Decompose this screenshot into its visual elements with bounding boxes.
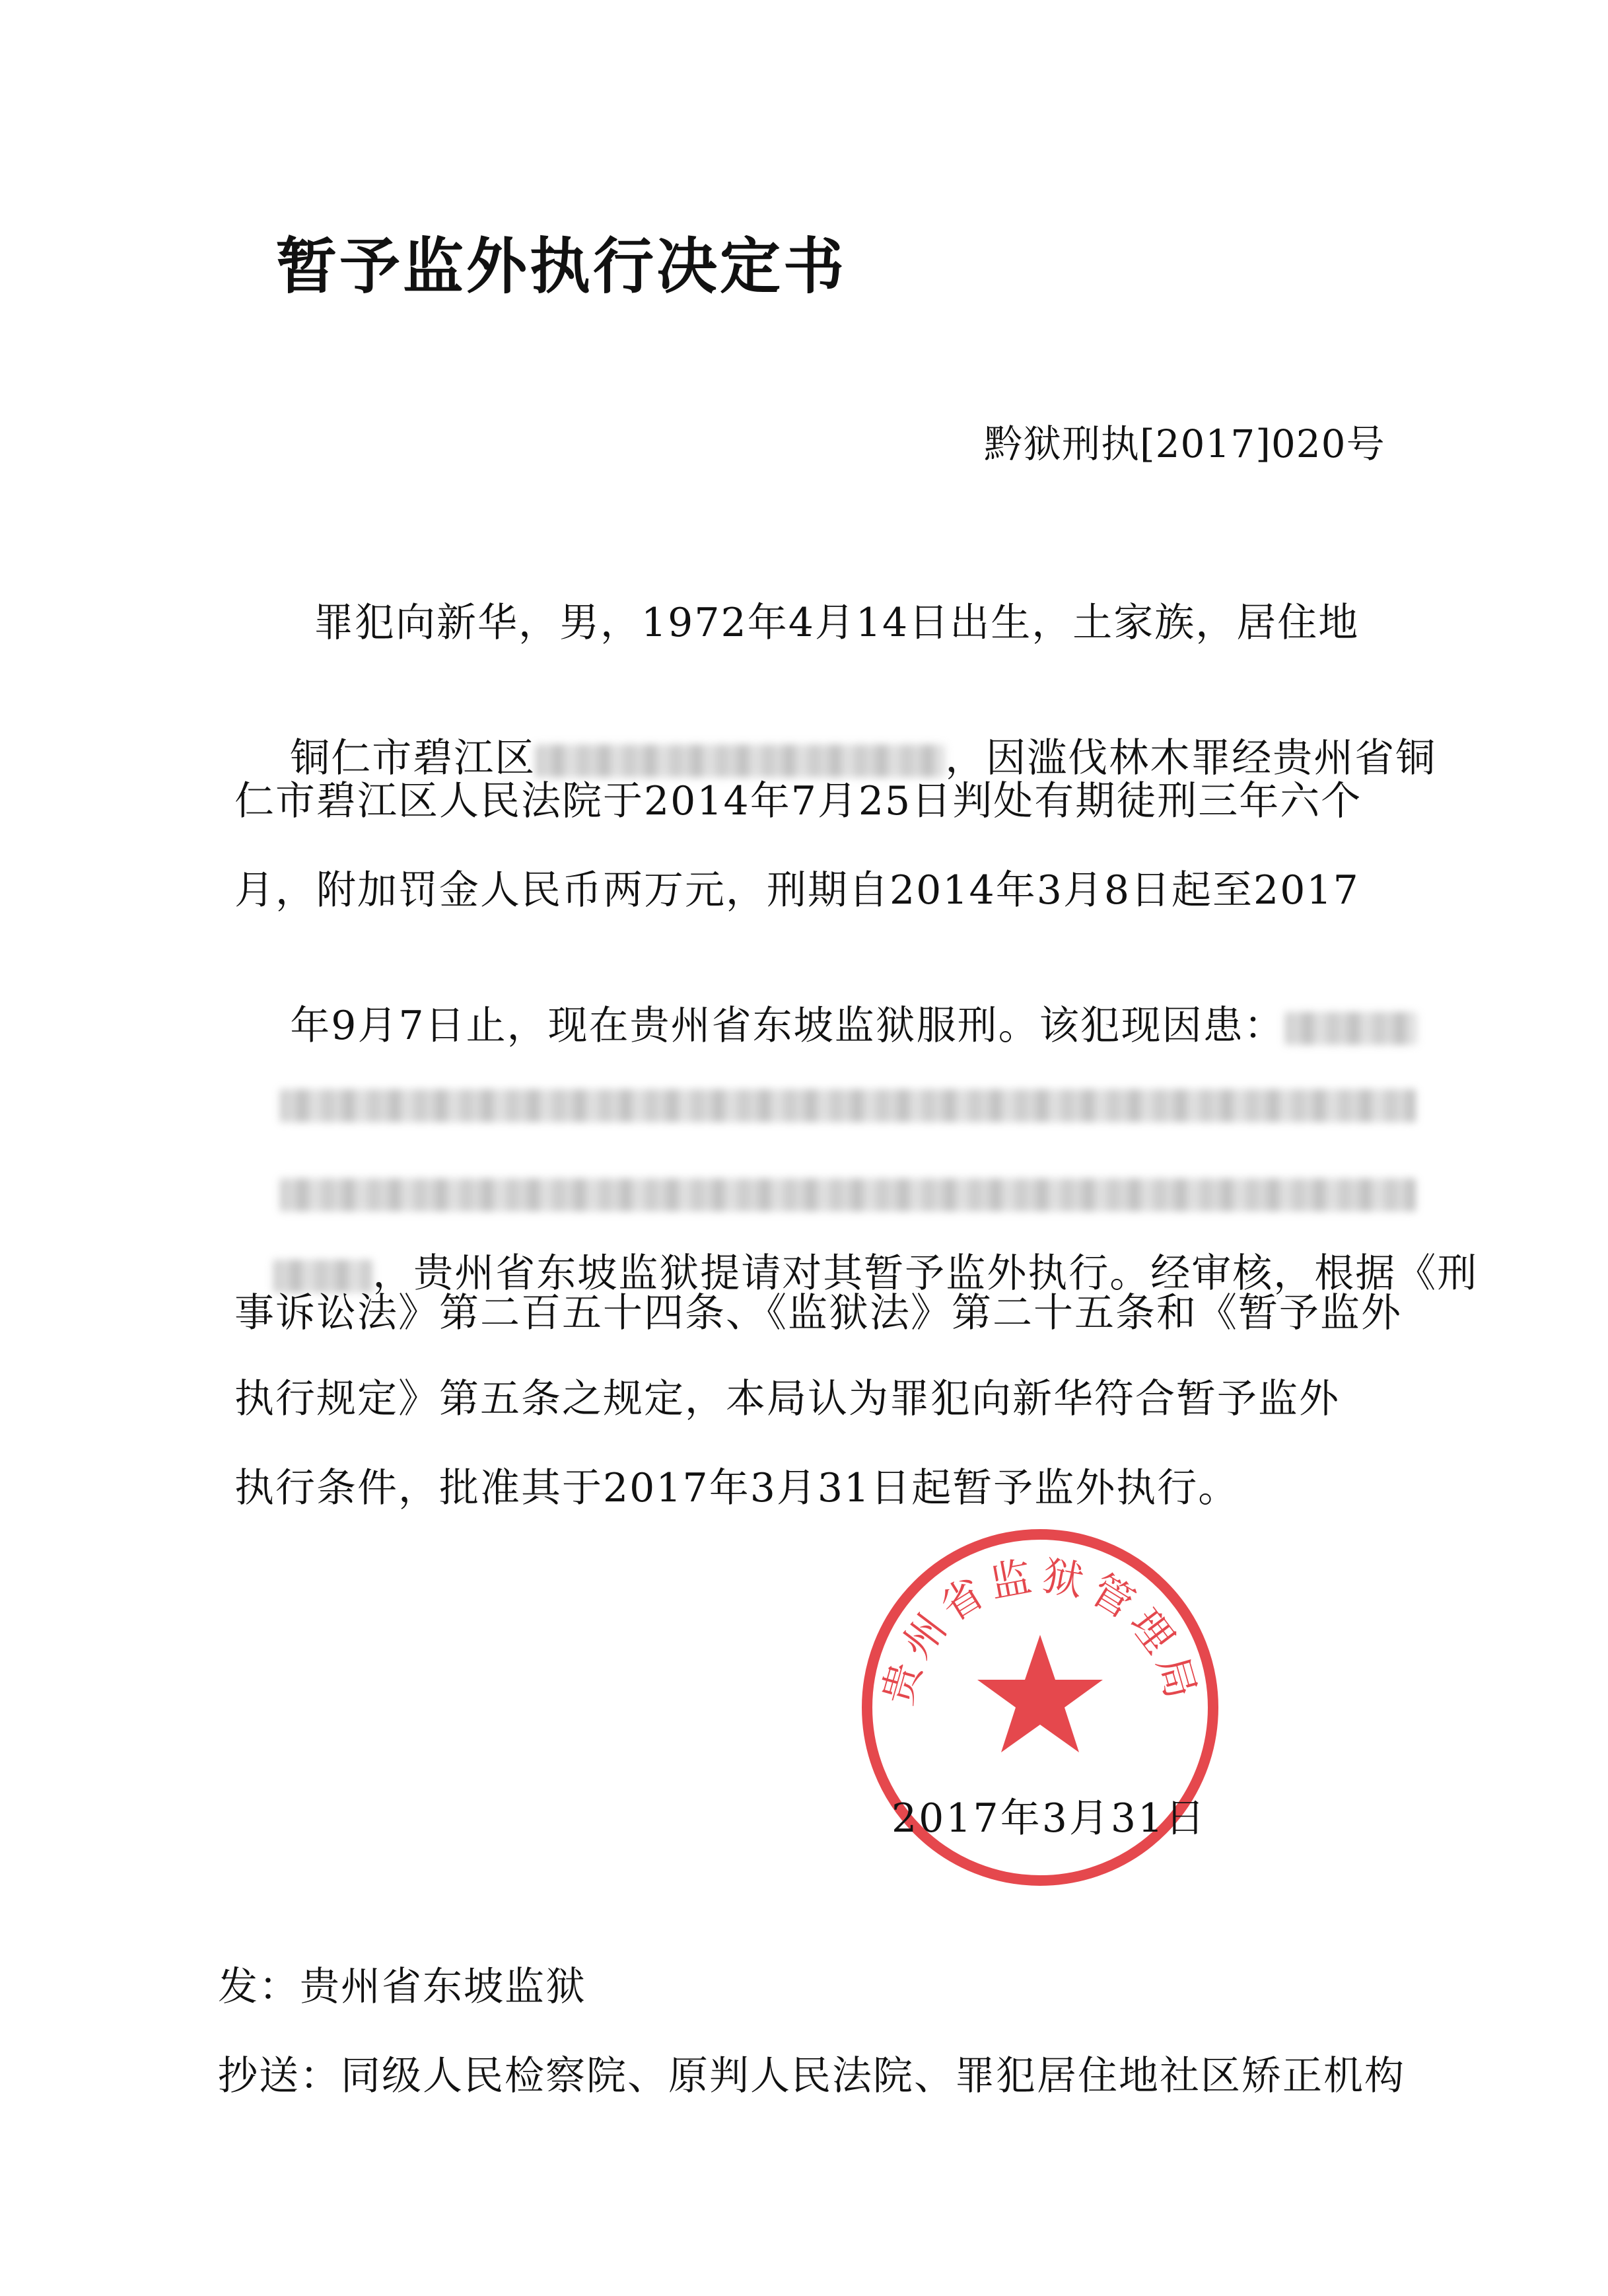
body-text: 年9月7日止，现在贵州省东坡监狱服刑。该犯现因患： bbox=[290, 1003, 1285, 1049]
body-line-4: 月，附加罚金人民币两万元，刑期自2014年3月8日起至2017 bbox=[234, 867, 1360, 914]
body-line-7: 事诉讼法》第二百五十四条、《监狱法》第二十五条和《暂予监外 bbox=[234, 1290, 1402, 1336]
send-to: 发：贵州省东坡监狱 bbox=[218, 1964, 586, 2010]
body-text: 铜仁市碧江区 bbox=[290, 735, 536, 781]
body-text: ，贵州省东坡监狱提请对其暂予监外执行。经审核，根据《刑 bbox=[372, 1250, 1479, 1297]
body-line-3: 仁市碧江区人民法院于2014年7月25日判处有期徒刑三年六个 bbox=[234, 778, 1362, 824]
body-line-8: 执行规定》第五条之规定，本局认为罪犯向新华符合暂予监外 bbox=[234, 1376, 1340, 1422]
body-text: ，因滥伐林木罪经贵州省铜 bbox=[945, 735, 1437, 781]
seal-text: 贵州省监狱管理局 bbox=[872, 1551, 1208, 1710]
copy-to: 抄送：同级人民检察院、原判人民法院、罪犯居住地社区矫正机构 bbox=[218, 2053, 1405, 2099]
body-line-1: 罪犯向新华，男，1972年4月14日出生，土家族，居住地 bbox=[314, 600, 1360, 646]
redacted-text bbox=[280, 1089, 1416, 1122]
document-number: 黔狱刑执[2017]020号 bbox=[984, 421, 1385, 466]
body-line-9: 执行条件，批准其于2017年3月31日起暂予监外执行。 bbox=[234, 1465, 1240, 1511]
document-title: 暂予监外执行决定书 bbox=[275, 231, 847, 302]
issue-date: 2017年3月31日 bbox=[891, 1795, 1207, 1842]
